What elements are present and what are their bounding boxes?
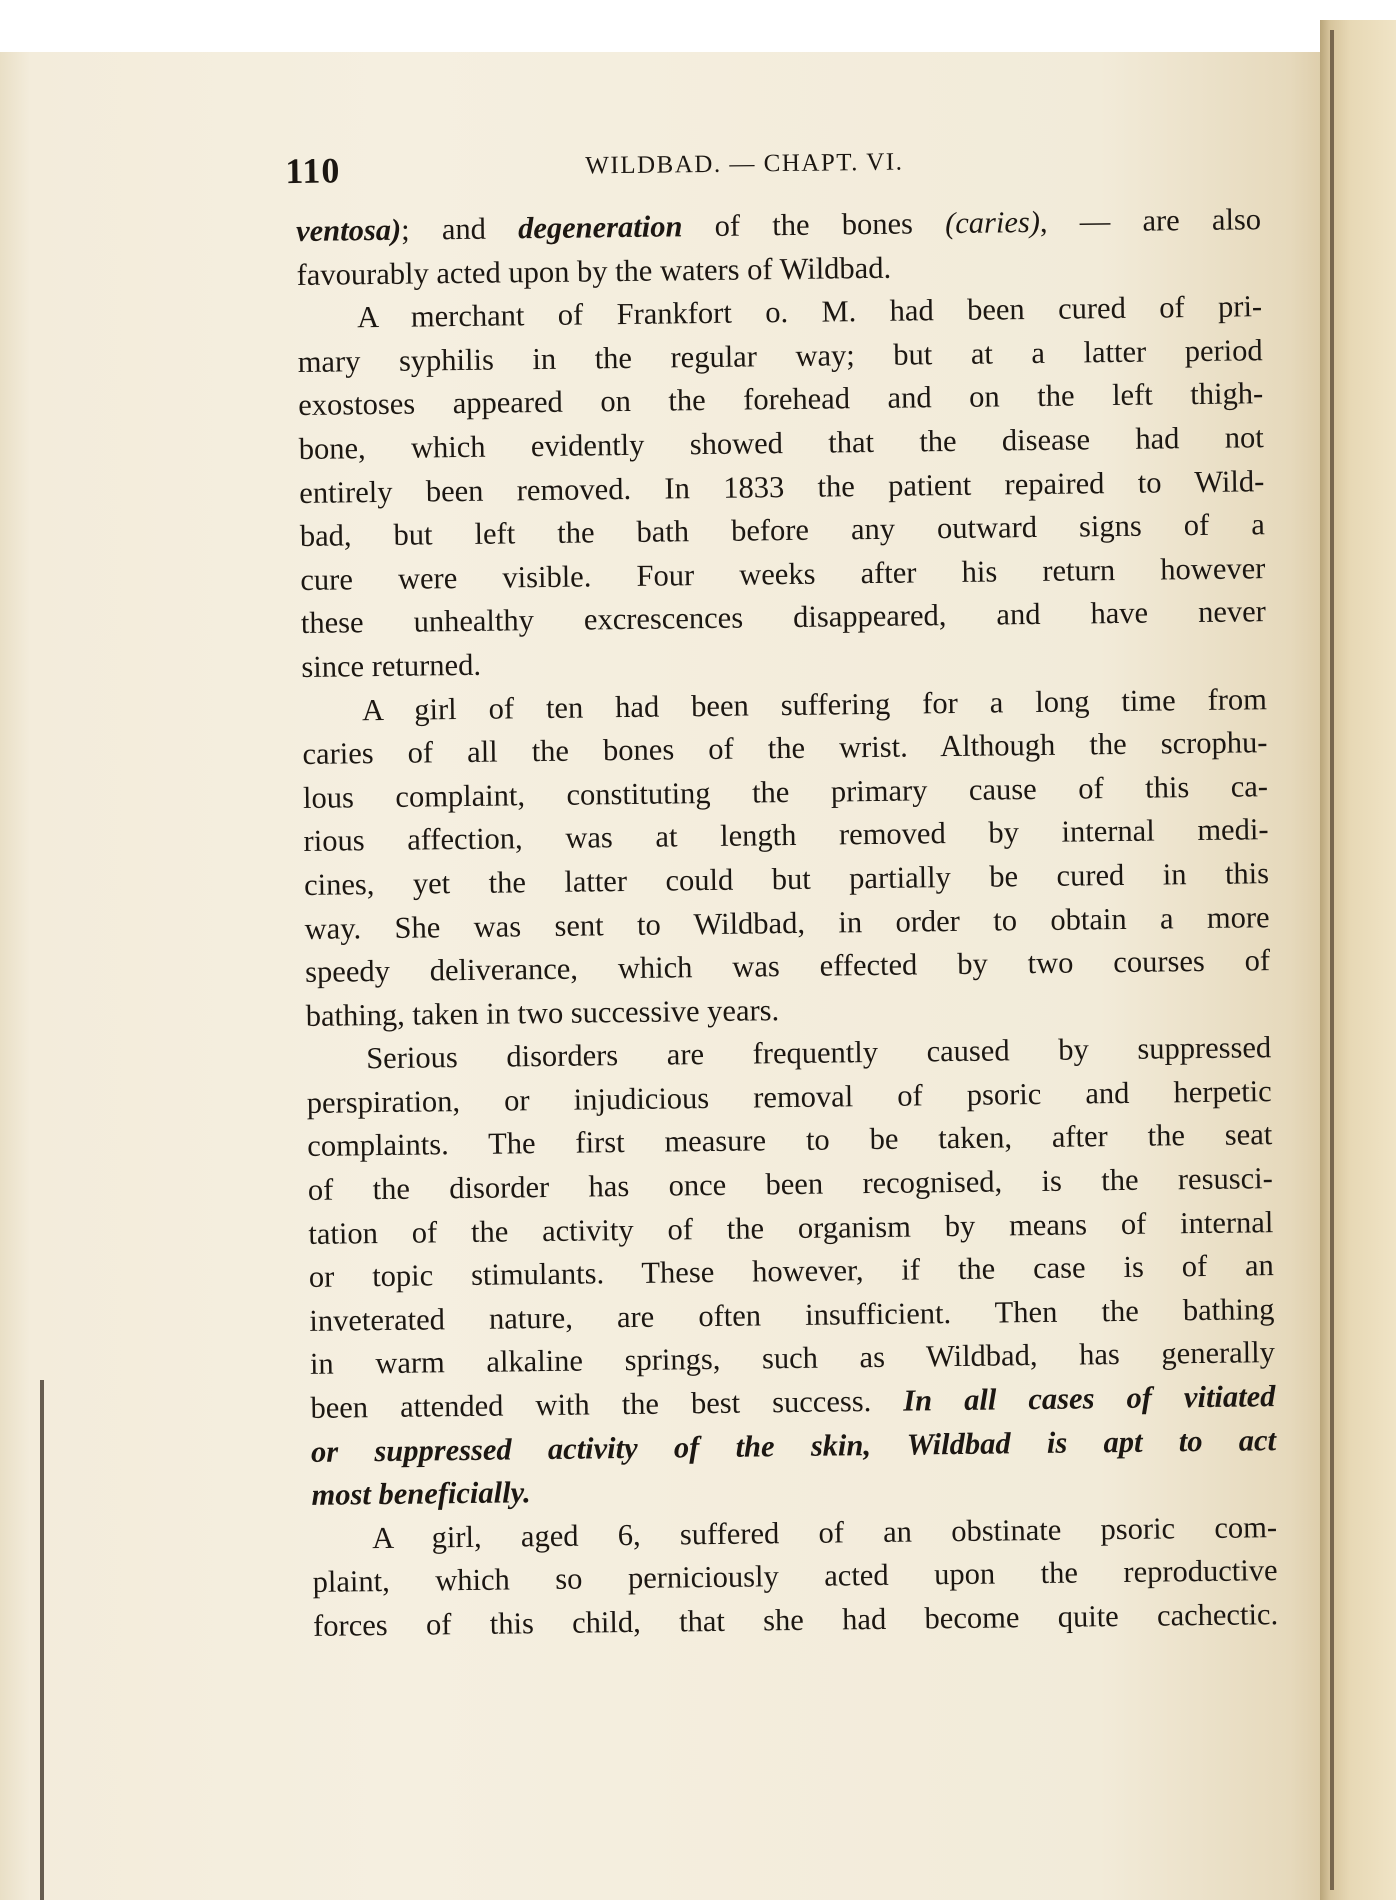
page-edge-mark	[40, 1380, 44, 1900]
text-line: entirely been removed. In 1833 the patient repaired to Wild-	[299, 463, 1265, 510]
running-title: WILDBAD. — CHAPT. VI.	[585, 148, 904, 180]
text-span: of the bones	[682, 206, 946, 244]
text-line: cines, yet the latter could but partially be cured in this	[303, 856, 1270, 902]
text-line: bathing, taken in two successive years.	[305, 992, 780, 1033]
text-line: forces of this child, that she had become quite cachectic.	[312, 1597, 1279, 1643]
italic-term: degeneration	[517, 209, 683, 246]
text-line: cure were visible. Four weeks after his return however	[300, 550, 1266, 597]
text-line: A merchant of Frankfort o. M. had been cured of pri-	[356, 289, 1263, 335]
text-line: lous complaint, constituting the primary cause of this ca-	[302, 768, 1269, 815]
italic-term: ventosa)	[295, 212, 402, 248]
text-span: ; and	[400, 211, 519, 247]
text-line: inveterated nature, are often insufficient. Then the bathing	[309, 1291, 1275, 1338]
text-line: A girl of ten had been suffering for a long time from	[361, 681, 1268, 727]
text-line: tation of the activity of the organism by means of internal	[308, 1204, 1274, 1251]
text-line: complaints. The first measure to be taken, after the seat	[307, 1117, 1273, 1164]
page-text	[285, 128, 1279, 1648]
text-line: way. She was sent to Wildbad, in order to obtain a more	[304, 899, 1270, 946]
text-line: A girl, aged 6, suffered of an obstinate psoric com-	[371, 1509, 1278, 1555]
text-line: or suppressed activity of the skin, Wildbad is apt to act	[310, 1422, 1277, 1469]
text-span: been attended with the best success.	[310, 1383, 904, 1425]
text-line: these unhealthy excrescences disappeared, and have never	[300, 594, 1267, 641]
italic-term: (caries)	[944, 204, 1041, 241]
page-number: 110	[285, 150, 341, 192]
text-line: bone, which evidently showed that the disease had not	[298, 420, 1264, 466]
text-span: , — are also	[1039, 202, 1262, 239]
text-line: plaint, which so perniciously acted upon the reproductive	[312, 1553, 1278, 1600]
text-line: rious affection, was at length removed by internal medi-	[303, 812, 1269, 859]
text-line: mary syphilis in the regular way; but at a latter period	[297, 332, 1263, 379]
spine-shadow	[1330, 30, 1334, 1890]
text-line: speedy deliverance, which was effected by two courses of	[304, 943, 1271, 990]
text-line: since returned.	[301, 647, 482, 684]
text-line: perspiration, or injudicious removal of psoric and herpetic	[306, 1074, 1272, 1120]
text-line: favourably acted upon by the waters of Wildbad.	[296, 250, 892, 292]
italic-emphasis: In all cases of vitiated	[903, 1379, 1276, 1418]
text-line: exostoses appeared on the forehead and on the left thigh-	[298, 376, 1264, 423]
text-line: in warm alkaline springs, such as Wildbad, has generally	[309, 1335, 1276, 1382]
running-head	[285, 128, 1261, 210]
text-line: caries of all the bones of the wrist. Although the scrophu-	[302, 725, 1268, 772]
text-line: most beneficially.	[311, 1475, 531, 1513]
text-line: bad, but left the bath before any outward signs of a	[299, 507, 1265, 554]
text-line: or topic stimulants. These however, if the case is of an	[308, 1248, 1275, 1295]
text-line: Serious disorders are frequently caused by suppressed	[366, 1030, 1272, 1076]
text-line: of the disorder has once been recognised, is the resusci-	[307, 1161, 1273, 1207]
